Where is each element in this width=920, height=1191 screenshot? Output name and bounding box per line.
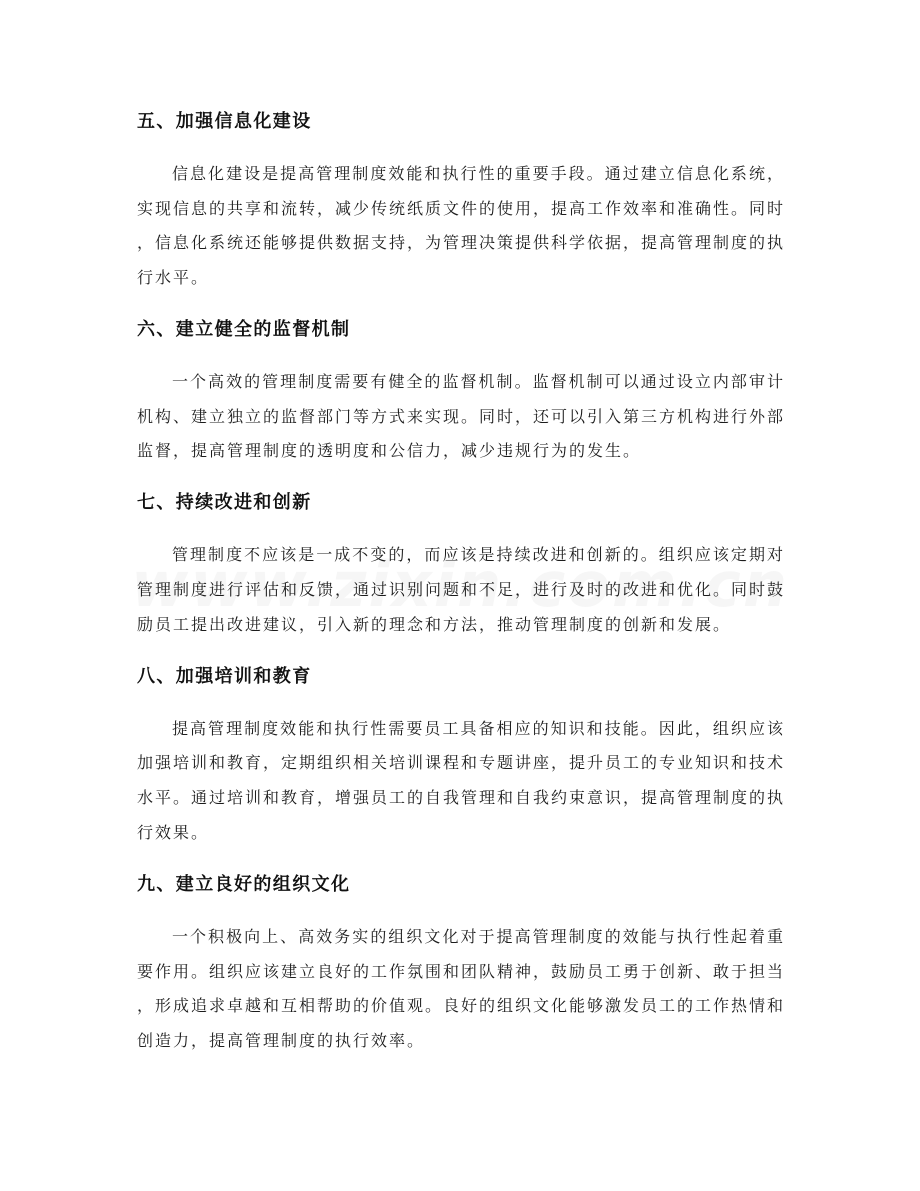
paragraph-line: 机构、建立独立的监督部门等方式来实现。同时，还可以引入第三方机构进行外部	[137, 406, 783, 426]
paragraph-line: ，形成追求卓越和互相帮助的价值观。良好的组织文化能够激发员工的工作热情和	[137, 996, 783, 1016]
paragraph-line: 提高管理制度效能和执行性需要员工具备相应的知识和技能。因此，组织应该	[172, 718, 783, 738]
paragraph-line: ，信息化系统还能够提供数据支持，为管理决策提供科学依据，提高管理制度的执	[137, 233, 783, 253]
section-7	[137, 486, 783, 642]
paragraph-line: 行水平。	[137, 268, 210, 288]
paragraph	[137, 920, 783, 1059]
document-body	[137, 105, 783, 1059]
paragraph	[137, 365, 783, 469]
section-heading: 九、建立良好的组织文化	[137, 873, 351, 895]
section-heading: 五、加强信息化建设	[137, 111, 312, 132]
paragraph	[137, 157, 783, 296]
paragraph-line: 一个积极向上、高效务实的组织文化对于提高管理制度的效能与执行性起着重	[172, 926, 783, 946]
paragraph-line: 监督，提高管理制度的透明度和公信力，减少违规行为的发生。	[137, 441, 642, 461]
paragraph-line: 一个高效的管理制度需要有健全的监督机制。监督机制可以通过设立内部审计	[172, 372, 783, 392]
section-6	[137, 313, 783, 469]
paragraph	[137, 538, 783, 642]
paragraph-line: 水平。通过培训和教育，增强员工的自我管理和自我约束意识，提高管理制度的执	[137, 788, 783, 808]
paragraph-line: 创造力，提高管理制度的执行效率。	[137, 1030, 426, 1050]
section-heading: 七、持续改进和创新	[137, 492, 312, 514]
paragraph-line: 实现信息的共享和流转，减少传统纸质文件的使用，提高工作效率和准确性。同时	[137, 198, 783, 218]
section-8	[137, 660, 783, 851]
section-heading: 六、建立健全的监督机制	[137, 319, 351, 341]
paragraph	[137, 712, 783, 851]
paragraph-line: 加强培训和教育，定期组织相关培训课程和专题讲座，提升员工的专业知识和技术	[137, 753, 783, 773]
paragraph-line: 励员工提出改进建议，引入新的理念和方法，推动管理制度的创新和发展。	[137, 614, 732, 634]
paragraph-line: 信息化建设是提高管理制度效能和执行性的重要手段。通过建立信息化系统，	[172, 164, 783, 183]
section-5	[137, 105, 783, 296]
paragraph-line: 行效果。	[137, 822, 210, 842]
paragraph-line: 管理制度进行评估和反馈，通过识别问题和不足，进行及时的改进和优化。同时鼓	[137, 580, 783, 600]
paragraph-line: 要作用。组织应该建立良好的工作氛围和团队精神，鼓励员工勇于创新、敢于担当	[137, 961, 783, 981]
section-9	[137, 868, 783, 1059]
section-heading: 八、加强培训和教育	[137, 665, 312, 687]
paragraph-line: 管理制度不应该是一成不变的，而应该是持续改进和创新的。组织应该定期对	[172, 545, 783, 565]
